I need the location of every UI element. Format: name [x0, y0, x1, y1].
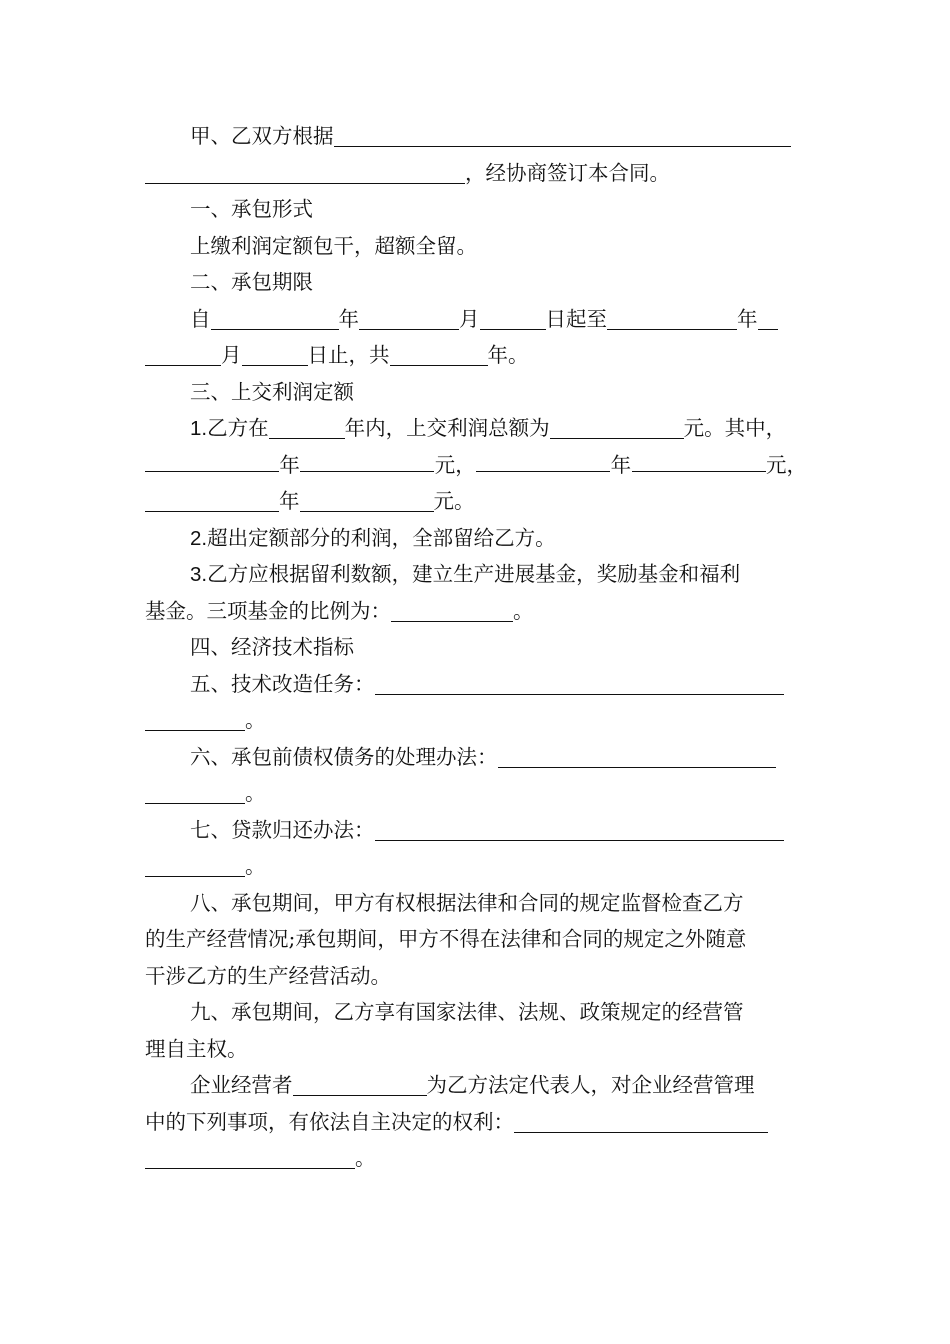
- section-9-line-1: 九、承包期间，乙方享有国家法律、法规、政策规定的经营管: [190, 1000, 744, 1024]
- intro-line-1: [145, 118, 807, 155]
- loan-method-blank[interactable]: [375, 818, 784, 841]
- manager-line-3: [145, 1140, 807, 1177]
- year-c-blank[interactable]: [145, 489, 279, 512]
- intro-text-end: ，经协商签订本合同。: [465, 160, 670, 185]
- years-blank[interactable]: [269, 416, 345, 439]
- amount-b-blank[interactable]: [632, 449, 766, 472]
- section-7-line-2: [145, 848, 807, 885]
- term-line-2: [145, 337, 807, 374]
- section-7-heading: 七、贷款归还办法：: [190, 817, 375, 842]
- item-3-number: 3.: [190, 563, 208, 586]
- debt-method-blank[interactable]: [498, 745, 776, 768]
- start-day-blank[interactable]: [480, 307, 546, 330]
- intro-text: 甲、乙双方根据: [190, 124, 334, 148]
- year-end-label: 年。: [487, 343, 529, 367]
- section-6-line-2: [145, 775, 807, 812]
- end-month-blank-cont[interactable]: [145, 343, 221, 366]
- manager-line-2: [145, 1104, 807, 1141]
- end-month-blank[interactable]: [758, 307, 778, 330]
- item-1-text-2: 年内，上交利润总额为: [344, 416, 550, 440]
- term-line-1: [145, 301, 807, 338]
- item-3-text: 乙方应根据留利数额，建立生产进展基金，奖励基金和福利: [207, 562, 741, 586]
- section-8-line-2: 的生产经营情况;承包期间，甲方不得在法律和合同的规定之外随意: [145, 927, 747, 951]
- amount-a-blank[interactable]: [300, 449, 434, 472]
- basis-blank[interactable]: [334, 124, 791, 147]
- item-2-text: 超出定额部分的利润，全部留给乙方。: [207, 525, 556, 550]
- basis-blank-cont[interactable]: [145, 161, 465, 184]
- end-year-blank[interactable]: [607, 307, 737, 330]
- section-4-heading: 四、经济技术指标: [190, 635, 354, 659]
- manager-line-1: [145, 1067, 807, 1104]
- item-3-text-2: 基金。三项基金的比例为：: [145, 598, 391, 623]
- period: 。: [245, 854, 266, 878]
- from-label: 自: [190, 306, 211, 331]
- tech-task-blank-cont[interactable]: [145, 708, 245, 731]
- section-6-line-1: [145, 739, 807, 776]
- section-3-heading: 三、上交利润定额: [190, 379, 354, 404]
- manager-name-blank[interactable]: [293, 1073, 427, 1096]
- year-label: 年: [338, 306, 359, 331]
- total-profit-blank[interactable]: [550, 416, 684, 439]
- end-day-blank[interactable]: [242, 343, 308, 366]
- fund-ratio-blank[interactable]: [391, 599, 513, 622]
- period: 。: [513, 598, 534, 623]
- start-month-blank[interactable]: [359, 307, 459, 330]
- item-1-number: 1.: [190, 417, 208, 440]
- item-3-line-2: [145, 593, 807, 630]
- item-1-text-3: 元。其中，: [683, 416, 787, 440]
- section-5-line-1: [145, 666, 807, 703]
- item-2-number: 2.: [190, 526, 208, 550]
- year-label: 年: [279, 452, 300, 477]
- intro-line-2: [145, 155, 807, 192]
- section-8-line-3: 干涉乙方的生产经营活动。: [145, 963, 391, 988]
- section-1-text: 上缴利润定额包干，超额全留。: [190, 233, 477, 258]
- year-b-blank[interactable]: [476, 449, 610, 472]
- section-1-heading: 一、承包形式: [190, 197, 313, 221]
- year-label: 年: [279, 489, 300, 513]
- item-1-line-2: [145, 447, 807, 484]
- section-7-line-1: [145, 812, 807, 849]
- manager-text-3: 中的下列事项，有依法自主决定的权利：: [145, 1109, 514, 1134]
- debt-method-blank-cont[interactable]: [145, 781, 245, 804]
- contract-body: [145, 118, 807, 1177]
- period: 。: [355, 1146, 376, 1170]
- total-label: 日止，共: [307, 343, 390, 367]
- to-label: 日起至: [545, 306, 607, 331]
- start-year-blank[interactable]: [211, 307, 339, 330]
- yuan-end-label: 元。: [433, 489, 475, 513]
- section-8-line-1: 八、承包期间，甲方有权根据法律和合同的规定监督检查乙方: [190, 890, 744, 915]
- rights-blank[interactable]: [514, 1110, 768, 1133]
- loan-method-blank-cont[interactable]: [145, 854, 245, 877]
- month-label: 月: [221, 343, 242, 367]
- year-label: 年: [610, 452, 632, 477]
- section-5-line-2: [145, 702, 807, 739]
- year-a-blank[interactable]: [145, 449, 279, 472]
- section-5-heading: 五、技术改造任务：: [190, 671, 375, 696]
- period: 。: [245, 781, 266, 805]
- manager-text-2: 为乙方法定代表人，对企业经营管理: [426, 1073, 755, 1097]
- item-1-text: 乙方在: [207, 416, 269, 440]
- rights-blank-cont[interactable]: [145, 1146, 355, 1169]
- total-years-blank[interactable]: [390, 343, 488, 366]
- item-3-line-1: [145, 556, 807, 593]
- year-label: 年: [737, 306, 758, 331]
- section-6-heading: 六、承包前债权债务的处理办法：: [190, 744, 498, 769]
- month-label: 月: [459, 306, 480, 331]
- yuan-label: 元，: [765, 452, 807, 477]
- item-1-line-3: [145, 483, 807, 520]
- item-1-line-1: [145, 410, 807, 447]
- section-9-line-2: 理自主权。: [145, 1036, 248, 1061]
- item-2: [145, 520, 807, 557]
- tech-task-blank[interactable]: [375, 672, 784, 695]
- yuan-label: 元，: [434, 452, 476, 477]
- section-2-heading: 二、承包期限: [190, 270, 313, 294]
- manager-text: 企业经营者: [190, 1073, 293, 1097]
- amount-c-blank[interactable]: [300, 489, 434, 512]
- period: 。: [245, 708, 266, 732]
